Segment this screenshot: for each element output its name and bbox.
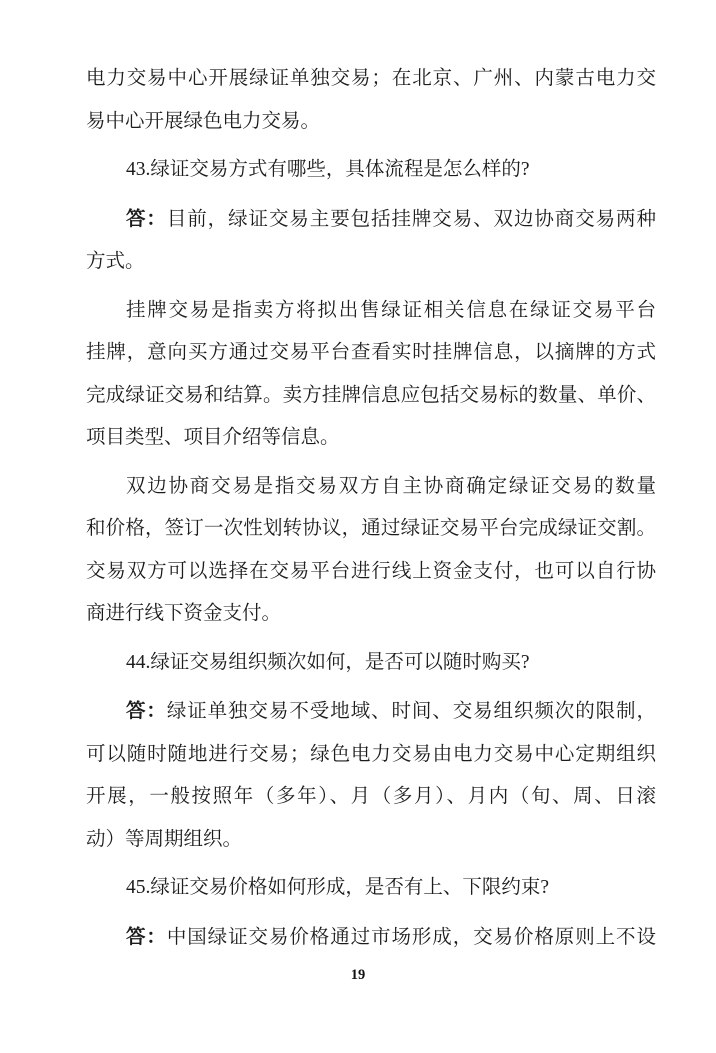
answer-text: 目前，绿证交易主要包括挂牌交易、双边协商交易两种: [166, 208, 656, 230]
question-line: 43.绿证交易方式有哪些，具体流程是怎么样的?: [126, 159, 530, 180]
paragraph-continuation: [86, 58, 656, 143]
paragraph-bilateral-trade: [86, 466, 656, 636]
document-text-block: [86, 58, 656, 965]
answer-43: [86, 198, 656, 284]
text-line: 易中心开展绿色电力交易。: [86, 110, 321, 132]
paragraph-listing-trade: [86, 290, 656, 460]
text-line: 商进行线下资金支付。: [86, 603, 282, 624]
text-line: 交易双方可以选择在交易平台进行线上资金支付，也可以自行协: [86, 560, 656, 582]
text-line: 完成绿证交易和结算。卖方挂牌信息应包括交易标的数量、单价、: [86, 384, 656, 406]
answer-prefix: 答：: [126, 925, 167, 948]
page-number: 19: [350, 967, 366, 983]
text-line: 和价格，签订一次性划转协议，通过绿证交易平台完成绿证交割。: [86, 518, 656, 539]
question-45: [86, 867, 656, 910]
text-line: 电力交易中心开展绿证单独交易；在北京、广州、内蒙古电力交: [86, 68, 656, 89]
answer-44: [86, 690, 656, 861]
answer-45: [86, 916, 656, 960]
question-line: 44.绿证交易组织频次如何，是否可以随时购买?: [126, 651, 530, 673]
answer-line: 可以随时随地进行交易；绿色电力交易由电力交易中心定期组织: [86, 743, 656, 765]
text-line: 挂牌交易是指卖方将拟出售绿证相关信息在绿证交易平台: [126, 299, 656, 321]
answer-line: 方式。: [86, 251, 145, 272]
answer-prefix: 答：: [126, 700, 167, 722]
question-line: 45.绿证交易价格如何形成，是否有上、下限约束?: [126, 877, 550, 898]
answer-line: [86, 690, 656, 734]
text-line: 挂牌，意向买方通过交易平台查看实时挂牌信息，以摘牌的方式: [86, 342, 656, 363]
question-43: [86, 149, 656, 192]
answer-line: [86, 198, 656, 242]
text-line: 双边协商交易是指交易双方自主协商确定绿证交易的数量: [126, 475, 656, 497]
text-line: 项目类型、项目介绍等信息。: [86, 427, 340, 448]
question-44: [86, 642, 656, 685]
answer-line: [86, 916, 656, 960]
answer-line: 动）等周期组织。: [86, 828, 243, 850]
answer-text: 绿证单独交易不受地域、时间、交易组织频次的限制，: [166, 701, 656, 722]
answer-prefix: 答：: [126, 207, 167, 230]
answer-text: 中国绿证交易价格通过市场形成，交易价格原则上不设: [166, 926, 656, 948]
answer-line: 开展，一般按照年（多年）、月（多月）、月内（旬、周、日滚: [86, 786, 656, 807]
